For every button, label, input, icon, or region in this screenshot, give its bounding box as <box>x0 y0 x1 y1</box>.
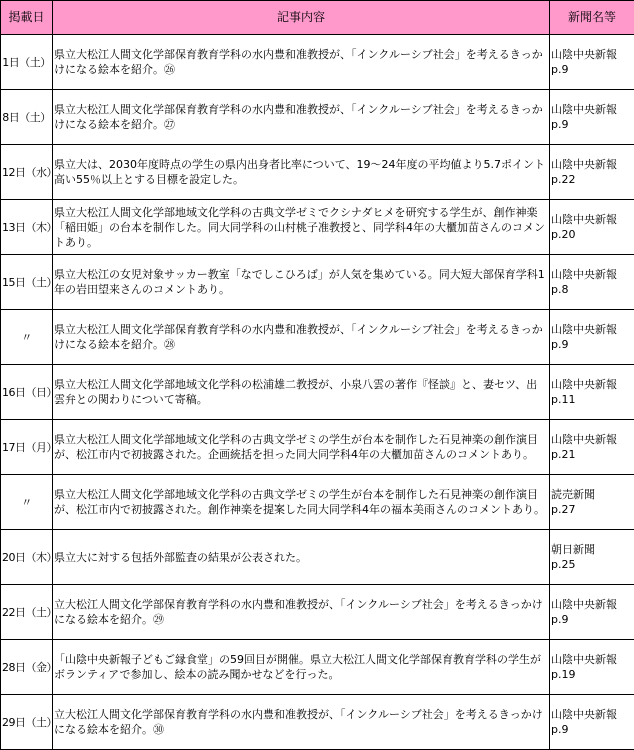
paper-cell <box>550 145 634 200</box>
paper-name: 読売新聞 <box>551 487 633 502</box>
paper-page: p.11 <box>551 392 633 407</box>
date-cell: 29日（土） <box>1 695 53 750</box>
table-row <box>1 695 634 750</box>
paper-cell <box>550 310 634 365</box>
content-cell: 県立大松江人間文化学部保育教育学科の水内豊和准教授が、「インクルーシブ社会」を考えるきっかけになる絵本を紹介。㉘ <box>53 310 550 365</box>
table-row <box>1 530 634 585</box>
table-row <box>1 310 634 365</box>
table-row <box>1 475 634 530</box>
paper-name: 山陰中央新報 <box>551 267 633 282</box>
paper-page: p.27 <box>551 502 633 517</box>
table-row <box>1 200 634 255</box>
paper-cell <box>550 420 634 475</box>
content-cell: 県立大松江人間文化学部地域文化学科の古典文学ゼミでクシナダヒメを研究する学生が、創作神楽「稲田姫」の台本を制作した。同大同学科の山村桃子准教授と、同学科4年の大櫃加苗さんのコメントあり。 <box>53 200 550 255</box>
content-cell: 県立大松江人間文化学部保育教育学科の水内豊和准教授が、「インクルーシブ社会」を考えるきっかけになる絵本を紹介。㉗ <box>53 90 550 145</box>
content-cell: 県立大松江人間文化学部保育教育学科の水内豊和准教授が、「インクルーシブ社会」を考えるきっかけになる絵本を紹介。㉖ <box>53 35 550 90</box>
header-paper: 新聞名等 <box>550 1 634 35</box>
date-cell: 〃 <box>1 310 53 365</box>
paper-cell <box>550 695 634 750</box>
paper-name: 山陰中央新報 <box>551 157 633 172</box>
paper-name: 山陰中央新報 <box>551 322 633 337</box>
paper-page: p.9 <box>551 612 633 627</box>
content-cell: 県立大に対する包括外部監査の結果が公表された。 <box>53 530 550 585</box>
paper-name: 山陰中央新報 <box>551 377 633 392</box>
table-row <box>1 145 634 200</box>
table-row <box>1 420 634 475</box>
content-cell: 県立大松江の女児対象サッカー教室「なでしこひろば」が人気を集めている。同大短大部保育学科1年の岩田望来さんのコメントあり。 <box>53 255 550 310</box>
paper-cell <box>550 475 634 530</box>
paper-cell <box>550 640 634 695</box>
paper-page: p.9 <box>551 117 633 132</box>
date-cell: 28日（金） <box>1 640 53 695</box>
table-row <box>1 255 634 310</box>
date-cell: 20日（木） <box>1 530 53 585</box>
content-cell: 県立大松江人間文化学部地域文化学科の古典文学ゼミの学生が台本を制作した石見神楽の創作演目が、松江市内で初披露された。創作神楽を提案した同大同学科4年の福本美雨さんのコメントあり。 <box>53 475 550 530</box>
paper-page: p.9 <box>551 337 633 352</box>
table-row <box>1 585 634 640</box>
content-cell: 「山陰中央新報子どもご縁食堂」の59回目が開催。県立大松江人間文化学部保育教育学科の学生がボランティアで参加し、絵本の読み聞かせなどを行った。 <box>53 640 550 695</box>
content-cell: 県立大は、2030年度時点の学生の県内出身者比率について、19～24年度の平均値より5.7ポイント高い55％以上とする目標を設定した。 <box>53 145 550 200</box>
paper-name: 山陰中央新報 <box>551 102 633 117</box>
paper-page: p.22 <box>551 172 633 187</box>
date-cell: 16日（日） <box>1 365 53 420</box>
date-cell: 13日（木） <box>1 200 53 255</box>
paper-page: p.20 <box>551 227 633 242</box>
paper-cell <box>550 200 634 255</box>
paper-name: 山陰中央新報 <box>551 432 633 447</box>
paper-page: p.25 <box>551 557 633 572</box>
table-row <box>1 90 634 145</box>
content-cell: 立大松江人間文化学部保育教育学科の水内豊和准教授が、「インクルーシブ社会」を考えるきっかけになる絵本を紹介。㉙ <box>53 585 550 640</box>
paper-cell <box>550 530 634 585</box>
table-row <box>1 365 634 420</box>
table-row <box>1 35 634 90</box>
header-date: 掲載日 <box>1 1 53 35</box>
paper-page: p.9 <box>551 62 633 77</box>
paper-page: p.21 <box>551 447 633 462</box>
date-cell: 22日（土） <box>1 585 53 640</box>
paper-page: p.9 <box>551 722 633 737</box>
date-cell: 12日（水） <box>1 145 53 200</box>
header-row <box>1 1 634 35</box>
paper-page: p.8 <box>551 282 633 297</box>
table-row <box>1 640 634 695</box>
paper-cell <box>550 365 634 420</box>
paper-name: 山陰中央新報 <box>551 652 633 667</box>
paper-cell <box>550 255 634 310</box>
paper-name: 朝日新聞 <box>551 542 633 557</box>
content-cell: 立大松江人間文化学部保育教育学科の水内豊和准教授が、「インクルーシブ社会」を考えるきっかけになる絵本を紹介。㉚ <box>53 695 550 750</box>
paper-name: 山陰中央新報 <box>551 707 633 722</box>
paper-cell <box>550 90 634 145</box>
paper-name: 山陰中央新報 <box>551 47 633 62</box>
date-cell: 〃 <box>1 475 53 530</box>
content-cell: 県立大松江人間文化学部地域文化学科の松浦雄二教授が、小泉八雲の著作『怪談』と、妻セツ、出雲弁との関わりについて寄稿。 <box>53 365 550 420</box>
header-content: 記事内容 <box>53 1 550 35</box>
date-cell: 8日（土） <box>1 90 53 145</box>
paper-page: p.19 <box>551 667 633 682</box>
paper-cell <box>550 585 634 640</box>
paper-name: 山陰中央新報 <box>551 212 633 227</box>
date-cell: 17日（月） <box>1 420 53 475</box>
paper-name: 山陰中央新報 <box>551 597 633 612</box>
content-cell: 県立大松江人間文化学部地域文化学科の古典文学ゼミの学生が台本を制作した石見神楽の創作演目が、松江市内で初披露された。企画統括を担った同大同学科4年の大櫃加苗さんのコメントあり。 <box>53 420 550 475</box>
paper-cell <box>550 35 634 90</box>
date-cell: 1日（土） <box>1 35 53 90</box>
date-cell: 15日（土） <box>1 255 53 310</box>
